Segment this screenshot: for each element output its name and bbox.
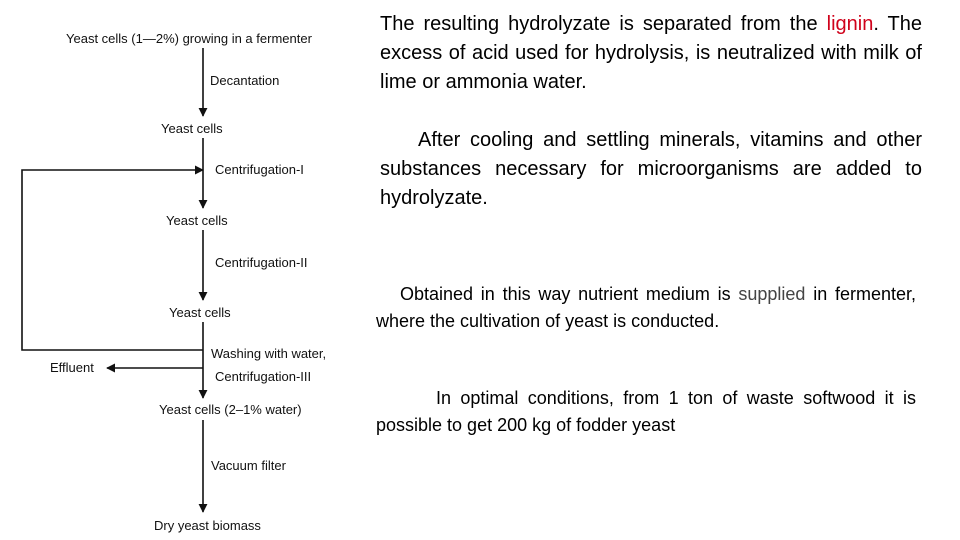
node-yeast-cells-1: Yeast cells <box>161 121 223 136</box>
step-washing: Washing with water, <box>211 346 327 361</box>
lignin-highlight: lignin <box>826 13 874 35</box>
step-decantation: Decantation <box>210 73 280 88</box>
node-effluent: Effluent <box>50 360 94 375</box>
p1-text-b: . The excess of acid used for hydrolysis, is neutralized with milk of lime or ammonia water. <box>380 13 922 93</box>
supplied-highlight: supplied <box>738 284 806 304</box>
step-vacuum-filter: Vacuum filter <box>211 458 286 473</box>
arrow-recycle-loop <box>22 170 203 350</box>
paragraph-cooling <box>380 126 922 213</box>
node-fermenter-cells: Yeast cells (1—2%) growing in a fermenter <box>66 31 312 46</box>
node-yeast-cells-2: Yeast cells <box>166 213 228 228</box>
paragraph-hydrolyzate <box>380 10 922 97</box>
p1-text-a: The resulting hydrolyzate is separated from the <box>380 13 827 35</box>
step-centrifugation-2: Centrifugation-II <box>215 255 308 270</box>
node-yeast-cells-water: Yeast cells (2–1% water) <box>159 402 302 417</box>
node-dry-yeast-biomass: Dry yeast biomass <box>154 518 261 533</box>
node-yeast-cells-3: Yeast cells <box>169 305 231 320</box>
step-centrifugation-1: Centrifugation-I <box>215 162 304 177</box>
step-centrifugation-3: Centrifugation-III <box>215 369 312 384</box>
p3-text-b: in fermenter, where the cultivation of yeast is conducted. <box>376 284 916 331</box>
p4-text: In optimal conditions, from 1 ton of waste softwood it is possible to get 200 kg of fodder yeast <box>376 388 916 435</box>
p3-text-a: Obtained in this way nutrient medium is <box>400 284 739 304</box>
paragraph-yield <box>376 385 916 439</box>
paragraph-nutrient-medium <box>376 281 916 335</box>
yeast-process-flowchart <box>0 0 370 540</box>
p2-text: After cooling and settling minerals, vitamins and other substances necessary for microorganisms are added to hydrolyzate. <box>380 129 922 209</box>
